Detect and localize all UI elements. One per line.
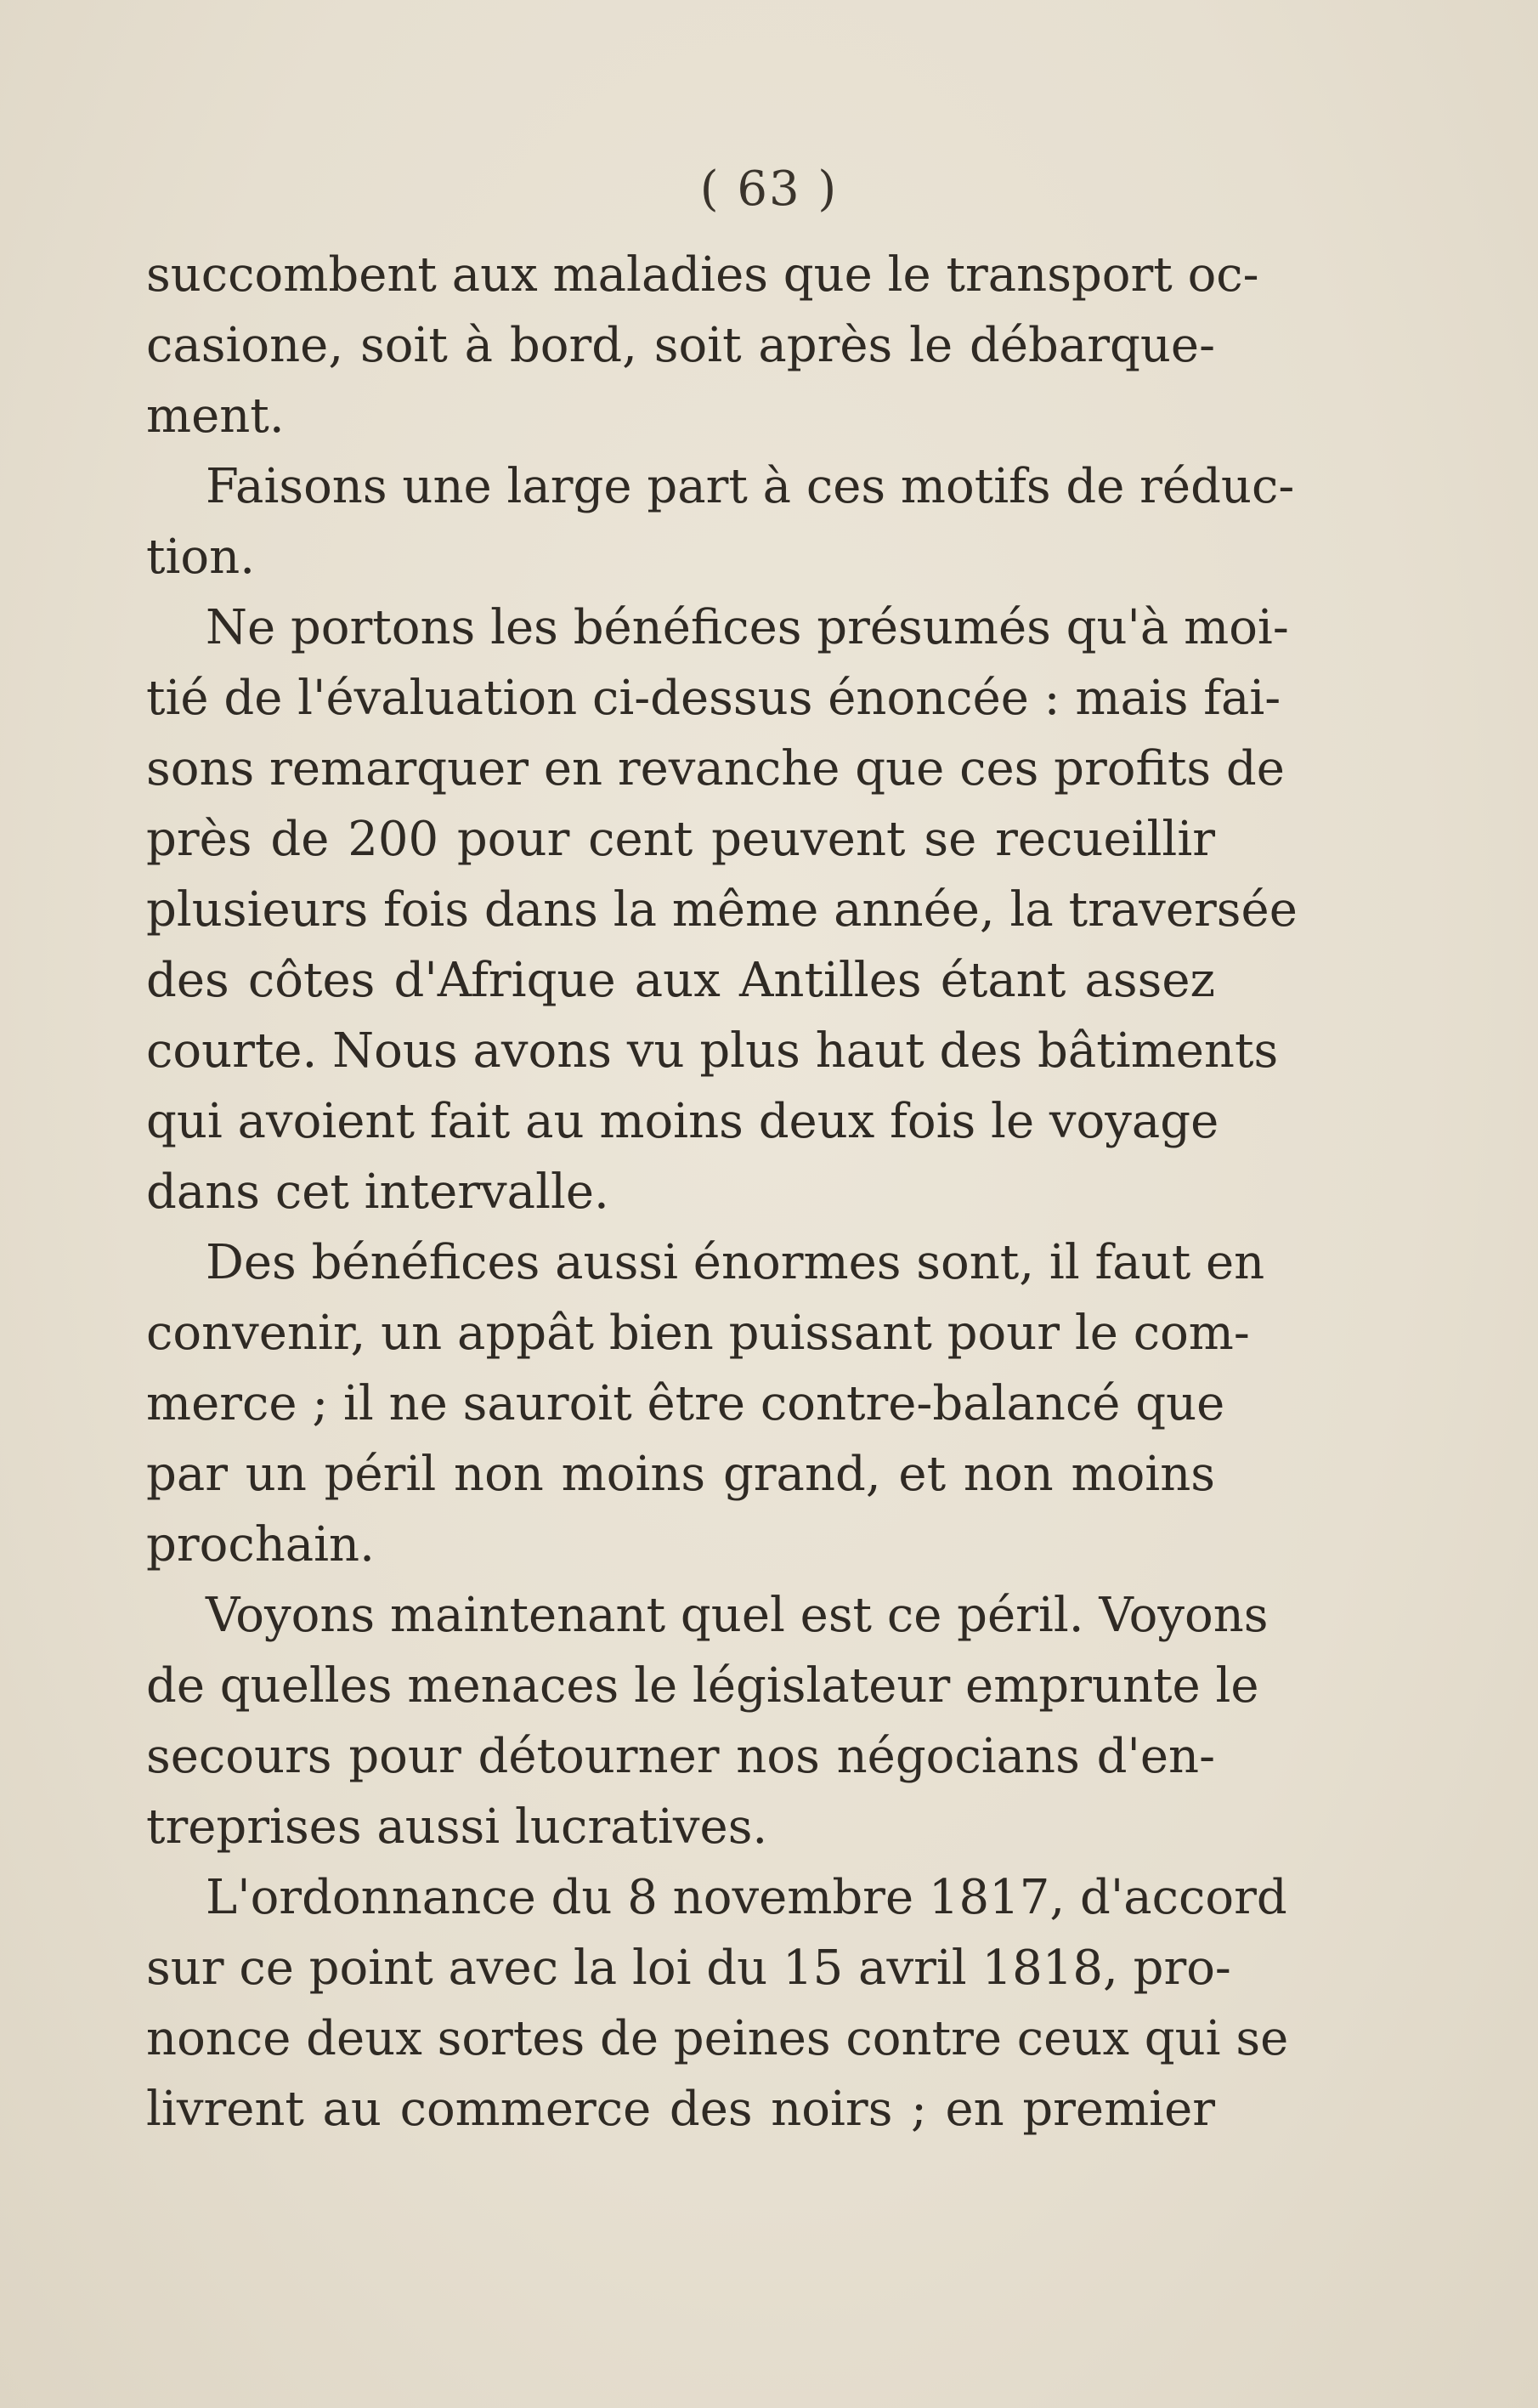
text-line: treprises aussi lucratives. bbox=[146, 1799, 768, 1855]
text-line: L'ordonnance du 8 novembre 1817, d'accord bbox=[206, 1870, 1287, 1925]
text-line: merce ; il ne sauroit être contre-balancé que bbox=[146, 1376, 1225, 1431]
text-line: Des bénéfices aussi énormes sont, il faut en bbox=[206, 1235, 1265, 1290]
text-line: tié de l'évaluation ci-dessus énoncée : mais fai- bbox=[146, 671, 1281, 726]
text-line: succombent aux maladies que le transport oc- bbox=[146, 247, 1259, 303]
text-line: secours pour détourner nos négocians d'en- bbox=[146, 1729, 1215, 1784]
text-line: courte. Nous avons vu plus haut des bâtiments bbox=[146, 1023, 1279, 1079]
text-line: Voyons maintenant quel est ce péril. Voyons bbox=[206, 1588, 1269, 1643]
text-line: plusieurs fois dans la même année, la traversée bbox=[146, 882, 1298, 938]
text-line: Faisons une large part à ces motifs de réduc- bbox=[206, 459, 1295, 514]
text-line: sons remarquer en revanche que ces profits de bbox=[146, 741, 1285, 796]
text-line: de quelles menaces le législateur emprunte le bbox=[146, 1658, 1259, 1714]
body-text bbox=[146, 240, 1298, 2145]
text-line: Ne portons les bénéfices présumés qu'à moi- bbox=[206, 600, 1289, 655]
text-line: convenir, un appât bien puissant pour le com- bbox=[146, 1306, 1250, 1361]
text-line: dans cet intervalle. bbox=[146, 1164, 609, 1220]
text-line: près de 200 pour cent peuvent se recueillir bbox=[146, 812, 1215, 867]
page-number: ( 63 ) bbox=[699, 161, 839, 217]
text-line: qui avoient fait au moins deux fois le voyage bbox=[146, 1094, 1219, 1149]
text-line: nonce deux sortes de peines contre ceux qui se bbox=[146, 2011, 1289, 2066]
text-line: des côtes d'Afrique aux Antilles étant assez bbox=[146, 953, 1215, 1008]
text-line: casione, soit à bord, soit après le débarque- bbox=[146, 318, 1215, 373]
text-line: sur ce point avec la loi du 15 avril 1818, pro- bbox=[146, 1941, 1231, 1996]
text-line: par un péril non moins grand, et non moins bbox=[146, 1447, 1215, 1502]
text-line: ment. bbox=[146, 388, 285, 444]
text-line: tion. bbox=[146, 530, 255, 585]
text-line: prochain. bbox=[146, 1517, 375, 1572]
text-line: livrent au commerce des noirs ; en premier bbox=[146, 2082, 1215, 2137]
